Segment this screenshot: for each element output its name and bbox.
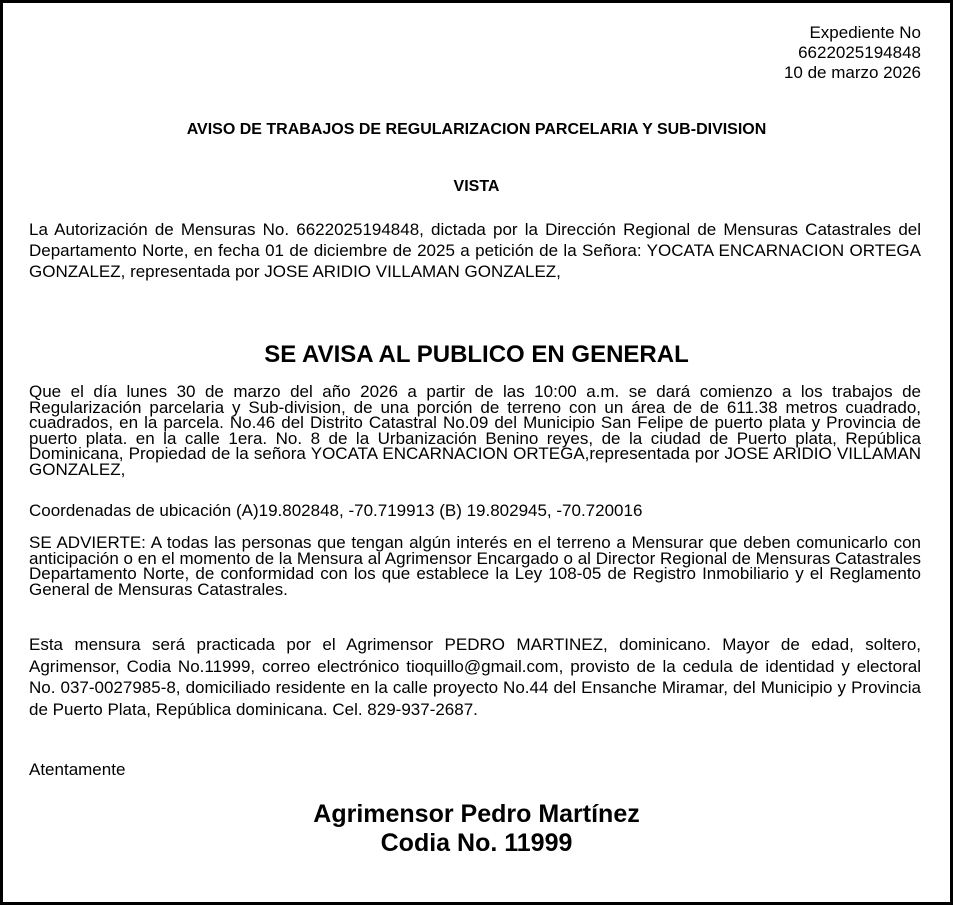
expediente-number: 6622025194848 <box>798 43 921 62</box>
signature-block <box>3 800 950 858</box>
expediente-label: Expediente No <box>809 23 921 42</box>
public-announcement-heading: SE AVISA AL PUBLICO EN GENERAL <box>264 341 689 368</box>
coordinates-line: Coordenadas de ubicación (A)19.802848, -70.719913 (B) 19.802945, -70.720016 <box>29 501 643 520</box>
signature-name: Agrimensor Pedro Martínez <box>313 800 640 828</box>
notice-title: AVISO DE TRABAJOS DE REGULARIZACION PARCELARIA Y SUB-DIVISION <box>186 121 767 138</box>
warning-paragraph: SE ADVIERTE: A todas las personas que tengan algún interés en el terreno a Mensurar que deben comunicarlo con anticipación o en el momento de la Mensura al Agrimensor Encargado o al Director Regional de Mensuras Catastrales Departamento Norte, de conformidad con los que establece la Ley 108-05 de Registro Inmobiliario y el Reglamento General de Mensuras Catastrales. <box>29 533 921 599</box>
case-header <box>784 23 921 83</box>
surveyor-paragraph: Esta mensura será practicada por el Agrimensor PEDRO MARTINEZ, dominicano. Mayor de edad, soltero, Agrimensor, Codia No.11999, correo electrónico tioquillo@gmail.com, provisto de la cedula de identidad y electoral No. 037-0027985-8, domiciliado residente en la calle proyecto No.44 del Ensanche Miramar, del Municipio y Provincia de Puerto Plata, República dominicana. Cel. 829-937-2687. <box>29 635 921 719</box>
closing-line: Atentamente <box>29 760 126 779</box>
vista-heading: VISTA <box>453 178 500 195</box>
signature-codia: Codia No. 11999 <box>380 829 573 857</box>
authorization-paragraph: La Autorización de Mensuras No. 6622025194848, dictada por la Dirección Regional de Mensuras Catastrales del Departamento Norte, en fecha 01 de diciembre de 2025 a petición de la Señora: YOCATA ENCARNACION ORTEGA GONZALEZ, representada por JOSE ARIDIO VILLAMAN GONZALEZ, <box>29 220 921 281</box>
works-paragraph: Que el día lunes 30 de marzo del año 2026 a partir de las 10:00 a.m. se dará comienzo a los trabajos de Regularización parcelaria y Sub-division, de una porción de terreno con un área de de 611.38 metros cuadrado, cuadrados, en la parcela. No.46 del Distrito Catastral No.09 del Municipio San Felipe de puerto plata y Provincia de puerto plata. en la calle 1era. No. 8 de la Urbanización Benino reyes, de la ciudad de Puerto plata, República Dominicana, Propiedad de la señora YOCATA ENCARNACION ORTEGA,representada por JOSE ARIDIO VILLAMAN GONZALEZ, <box>29 382 921 479</box>
notice-date: 10 de marzo 2026 <box>783 63 921 82</box>
